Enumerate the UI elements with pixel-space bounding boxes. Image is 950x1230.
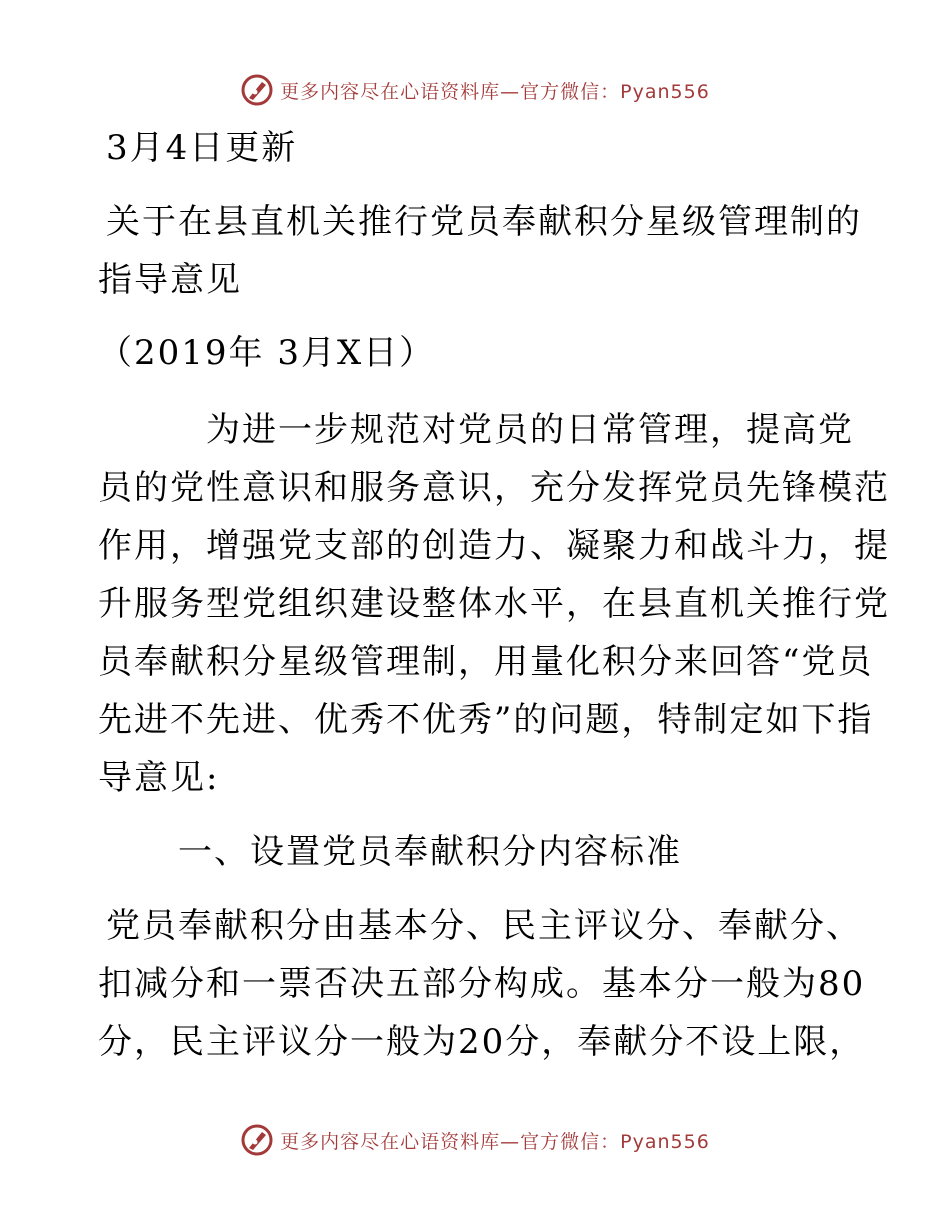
paragraph-line: 党员奉献积分由基本分、民主评议分、奉献分、 <box>106 906 862 946</box>
paragraph-line: 作用，增强党支部的创造力、凝聚力和战斗力，提 <box>98 526 890 566</box>
document-date: （2019年 3月X日） <box>98 333 436 373</box>
update-date: 3月4日更新 <box>106 128 298 168</box>
pen-circle-logo-icon <box>240 73 274 107</box>
paragraph-line: 升服务型党组织建设整体水平，在县直机关推行党 <box>98 584 890 624</box>
paragraph-line: 先进不先进、优秀不优秀”的问题，特制定如下指 <box>98 700 874 740</box>
pen-circle-logo-icon <box>240 1123 274 1157</box>
watermark-header <box>0 70 950 110</box>
document-title-line-1: 关于在县直机关推行党员奉献积分星级管理制的 <box>106 202 862 242</box>
paragraph-line: 为进一步规范对党员的日常管理，提高党 <box>206 410 854 450</box>
section-heading: 一、设置党员奉献积分内容标准 <box>178 832 682 872</box>
paragraph-line: 导意见: <box>98 758 220 798</box>
paragraph-line: 员的党性意识和服务意识，充分发挥党员先锋模范 <box>98 468 890 508</box>
watermark-text: 更多内容尽在心语资料库—官方微信：Pyan556 <box>280 1130 710 1153</box>
watermark-footer <box>0 1120 950 1160</box>
paragraph-line: 员奉献积分星级管理制，用量化积分来回答“党员 <box>98 642 874 682</box>
paragraph-line: 扣减分和一票否决五部分构成。基本分一般为80 <box>98 964 866 1004</box>
paragraph-line: 分，民主评议分一般为20分，奉献分不设上限， <box>98 1022 866 1062</box>
document-title-line-2: 指导意见 <box>98 260 242 300</box>
watermark-text: 更多内容尽在心语资料库—官方微信：Pyan556 <box>280 80 710 103</box>
